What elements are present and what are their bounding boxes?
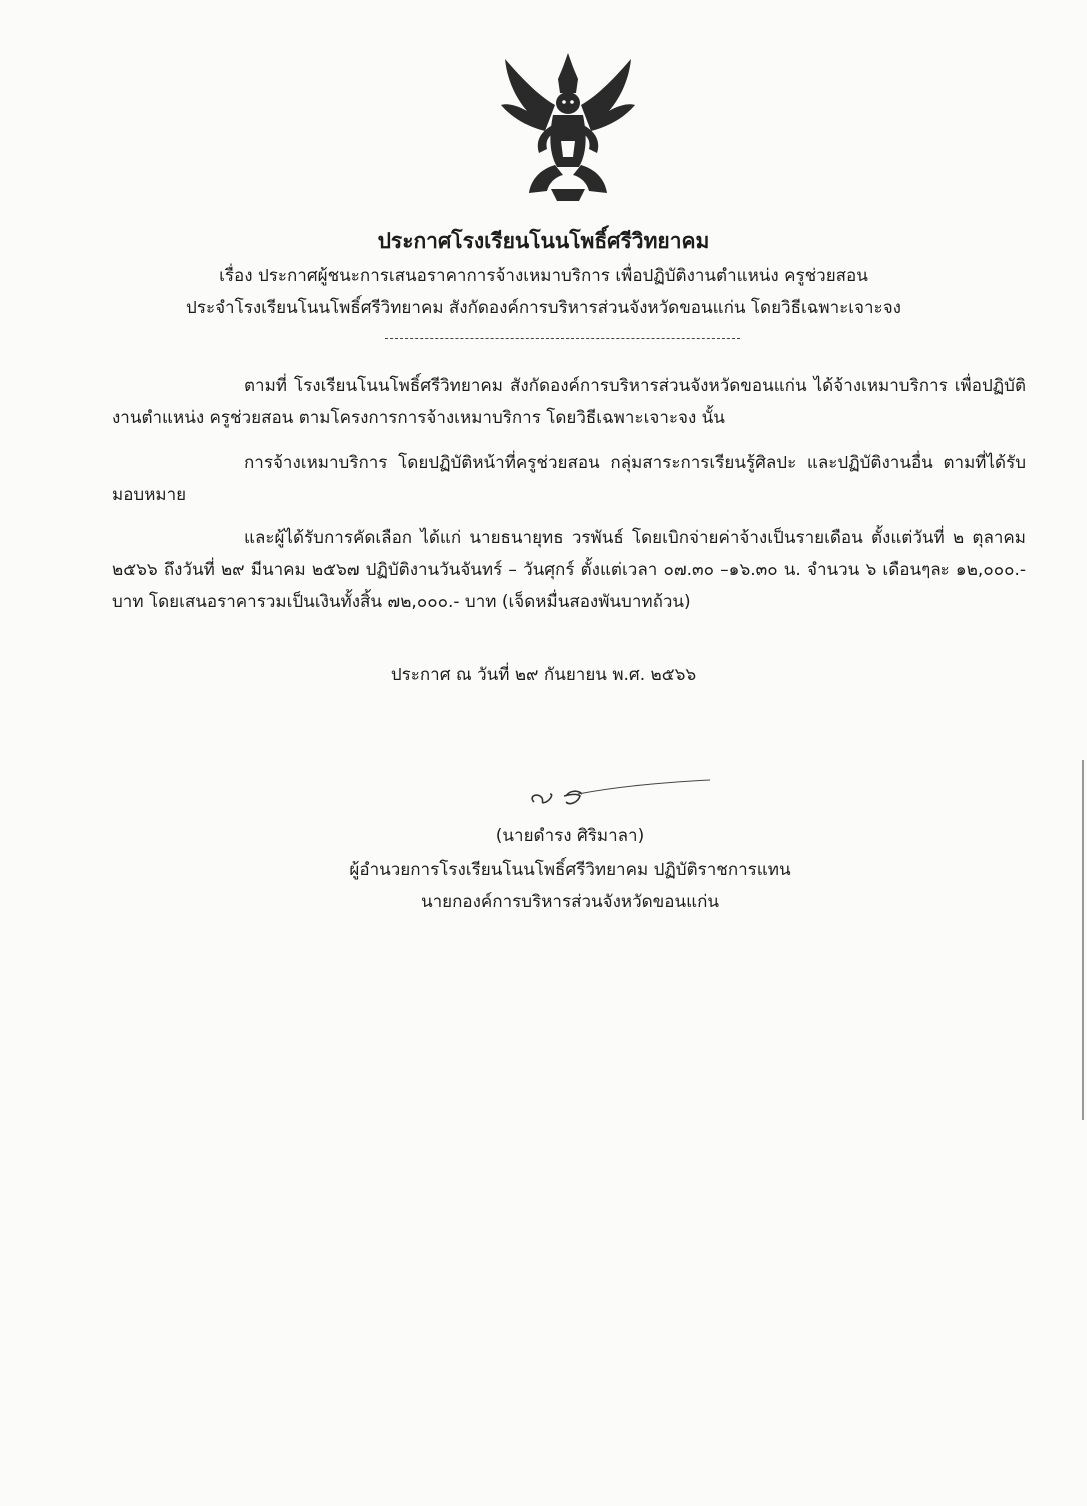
paragraph-3-text: และผู้ได้รับการคัดเลือก ได้แก่ นายธนายุทธ วรพันธ์ โดยเบิกจ่ายค่าจ้างเป็นรายเดือน ตั้งแต่วันที่ ๒ ตุลาคม ๒๕๖๖ ถึงวันที่ ๒๙ มีนาคม ๒๕๖๗ ปฏิบัติงานวันจันทร์ – วันศุกร์ ตั้งแต่เวลา ๐๗.๓๐ –๑๖.๓๐ น. จำนวน ๖ เดือนๆละ ๑๒,๐๐๐.- บาท โดยเสนอราคารวมเป็นเงินทั้งสิ้น ๗๒,๐๐๐.- บาท (เจ็ดหมื่นสองพันบาทถ้วน)	[112, 528, 1026, 612]
announce-date: ประกาศ ณ วันที่ ๒๙ กันยายน พ.ศ. ๒๕๖๖	[390, 665, 697, 685]
signatory-name: (นายดำรง ศิริมาลา)	[495, 826, 645, 846]
body-paragraph-1	[112, 370, 1026, 434]
separator-line	[385, 338, 740, 339]
subject-line-1: เรื่อง ประกาศผู้ชนะการเสนอราคาการจ้างเหมาบริการ เพื่อปฏิบัติงานตำแหน่ง ครูช่วยสอน	[219, 266, 868, 286]
handwritten-signature-icon	[520, 772, 720, 812]
document-title: ประกาศโรงเรียนโนนโพธิ์ศรีวิทยาคม	[377, 229, 710, 253]
scan-edge-mark	[1082, 760, 1084, 1120]
body-paragraph-3	[112, 522, 1026, 618]
garuda-emblem-icon	[497, 45, 639, 205]
signatory-position: ผู้อำนวยการโรงเรียนโนนโพธิ์ศรีวิทยาคม ปฏิบัติราชการแทน	[349, 860, 791, 880]
body-paragraph-2	[112, 447, 1026, 511]
paragraph-1-text: ตามที่ โรงเรียนโนนโพธิ์ศรีวิทยาคม สังกัดองค์การบริหารส่วนจังหวัดขอนแก่น ได้จ้างเหมาบริการ เพื่อปฏิบัติงานตำแหน่ง ครูช่วยสอน ตามโครงการการจ้างเหมาบริการ โดยวิธีเฉพาะเจาะจง นั้น	[112, 376, 1026, 428]
paragraph-2-text: การจ้างเหมาบริการ โดยปฏิบัติหน้าที่ครูช่วยสอน กลุ่มสาระการเรียนรู้ศิลปะ และปฏิบัติงานอื่น ตามที่ได้รับมอบหมาย	[112, 453, 1026, 505]
subject-line-2: ประจำโรงเรียนโนนโพธิ์ศรีวิทยาคม สังกัดองค์การบริหารส่วนจังหวัดขอนแก่น โดยวิธีเฉพาะเจาะจง	[186, 298, 901, 318]
signatory-authority: นายกองค์การบริหารส่วนจังหวัดขอนแก่น	[421, 892, 719, 912]
